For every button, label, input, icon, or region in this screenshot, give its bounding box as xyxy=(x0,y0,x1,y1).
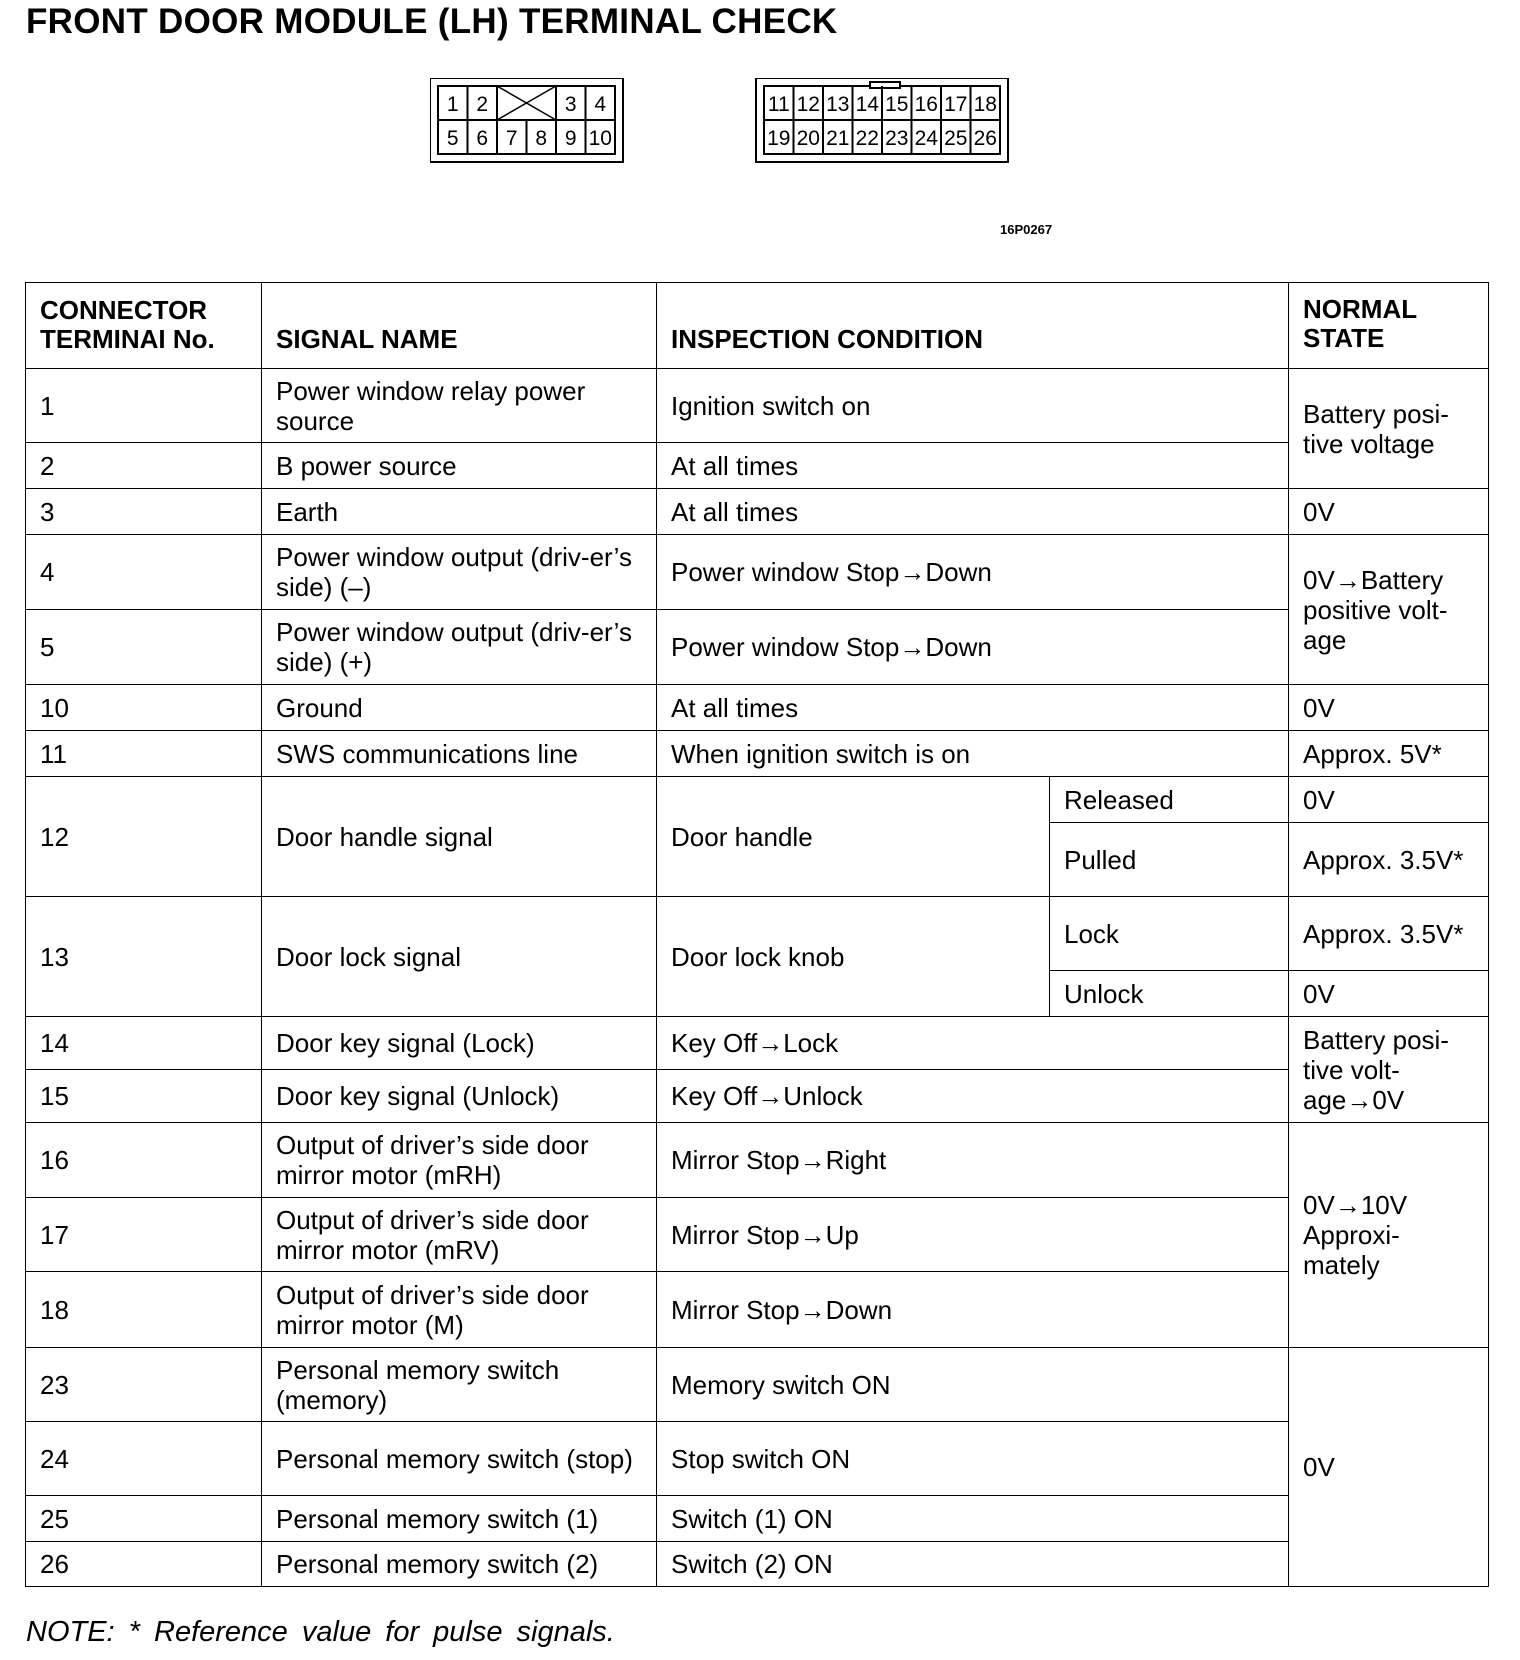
pin-label: 12 xyxy=(796,93,820,116)
terminal-cell: 1 xyxy=(26,369,262,443)
table-row xyxy=(26,443,1489,489)
state-cell: 0V xyxy=(1289,971,1489,1017)
terminal-cell: 13 xyxy=(26,897,262,1017)
pin-label: 17 xyxy=(944,93,968,116)
condition-cell: Stop switch ON xyxy=(657,1422,1289,1496)
condition-cell: Key Off→Lock xyxy=(657,1017,1289,1070)
sub-condition-cell: Released xyxy=(1050,777,1289,823)
header-state: NORMAL STATE xyxy=(1289,283,1489,369)
state-cell: Approx. 3.5V* xyxy=(1289,897,1489,971)
signal-cell: Output of driver’s side door mirror motor (M) xyxy=(262,1272,657,1348)
sub-condition-cell: Lock xyxy=(1050,897,1289,971)
state-cell: 0V xyxy=(1289,489,1489,535)
terminal-cell: 5 xyxy=(26,610,262,685)
pin-label: 1 xyxy=(446,93,459,116)
pin-label: 25 xyxy=(944,127,968,150)
terminal-cell: 16 xyxy=(26,1123,262,1198)
terminal-cell: 15 xyxy=(26,1070,262,1123)
table-row xyxy=(26,685,1489,731)
pin-label: 8 xyxy=(535,127,548,150)
state-cell: 0V→Battery positive volt-age xyxy=(1289,535,1489,685)
condition-cell: Power window Stop→Down xyxy=(657,610,1289,685)
signal-cell: Earth xyxy=(262,489,657,535)
signal-cell: Door lock signal xyxy=(262,897,657,1017)
terminal-cell: 14 xyxy=(26,1017,262,1070)
table-row xyxy=(26,610,1489,685)
signal-cell: Door key signal (Unlock) xyxy=(262,1070,657,1123)
state-cell: Battery posi-tive voltage xyxy=(1289,369,1489,489)
signal-cell: Personal memory switch (1) xyxy=(262,1496,657,1542)
state-cell: Approx. 3.5V* xyxy=(1289,823,1489,897)
terminal-cell: 23 xyxy=(26,1348,262,1422)
table-row xyxy=(26,1123,1489,1198)
terminal-cell: 2 xyxy=(26,443,262,489)
condition-cell: When ignition switch is on xyxy=(657,731,1289,777)
signal-cell: Output of driver’s side door mirror motor (mRH) xyxy=(262,1123,657,1198)
table-row xyxy=(26,1017,1489,1070)
table-header-row xyxy=(26,283,1489,369)
terminal-cell: 24 xyxy=(26,1422,262,1496)
table-row xyxy=(26,1496,1489,1542)
pin-label: 5 xyxy=(446,127,459,150)
pin-label: 19 xyxy=(767,127,791,150)
pin-label: 2 xyxy=(476,93,489,116)
pin-label: 22 xyxy=(855,127,879,150)
terminal-cell: 4 xyxy=(26,535,262,610)
pin-label: 11 xyxy=(767,93,790,116)
signal-cell: Output of driver’s side door mirror motor (mRV) xyxy=(262,1198,657,1272)
condition-cell: Switch (2) ON xyxy=(657,1542,1289,1587)
terminal-cell: 25 xyxy=(26,1496,262,1542)
condition-cell: Mirror Stop→Up xyxy=(657,1198,1289,1272)
pin-label: 9 xyxy=(564,127,577,150)
signal-cell: Personal memory switch (stop) xyxy=(262,1422,657,1496)
state-cell: Battery posi-tive volt-age→0V xyxy=(1289,1017,1489,1123)
table-row xyxy=(26,731,1489,777)
table-row xyxy=(26,1272,1489,1348)
condition-cell: Mirror Stop→Right xyxy=(657,1123,1289,1198)
state-cell: 0V xyxy=(1289,777,1489,823)
signal-cell: Ground xyxy=(262,685,657,731)
condition-cell: Ignition switch on xyxy=(657,369,1289,443)
terminal-cell: 3 xyxy=(26,489,262,535)
table-row xyxy=(26,1070,1489,1123)
table-row xyxy=(26,535,1489,610)
signal-cell: Power window relay power source xyxy=(262,369,657,443)
signal-cell: Power window output (driv-er’s side) (+) xyxy=(262,610,657,685)
pin-label: 20 xyxy=(796,127,820,150)
pin-label: 4 xyxy=(594,93,607,116)
pin-label: 16 xyxy=(914,93,938,116)
terminal-cell: 26 xyxy=(26,1542,262,1587)
condition-cell: Key Off→Unlock xyxy=(657,1070,1289,1123)
state-cell: Approx. 5V* xyxy=(1289,731,1489,777)
table-row xyxy=(26,369,1489,443)
pin-label: 3 xyxy=(564,93,577,116)
signal-cell: B power source xyxy=(262,443,657,489)
terminal-cell: 11 xyxy=(26,731,262,777)
signal-cell: Power window output (driv-er’s side) (–) xyxy=(262,535,657,610)
condition-cell: Door lock knob xyxy=(657,897,1050,1017)
condition-cell: Switch (1) ON xyxy=(657,1496,1289,1542)
condition-cell: At all times xyxy=(657,685,1289,731)
pin-label: 21 xyxy=(826,127,850,150)
sub-condition-cell: Unlock xyxy=(1050,971,1289,1017)
table-row xyxy=(26,1198,1489,1272)
terminal-cell: 12 xyxy=(26,777,262,897)
condition-cell: Power window Stop→Down xyxy=(657,535,1289,610)
terminal-check-table xyxy=(25,282,1489,1587)
signal-cell: Personal memory switch (2) xyxy=(262,1542,657,1587)
figure-id: 16P0267 xyxy=(1000,222,1053,237)
sub-condition-cell: Pulled xyxy=(1050,823,1289,897)
pin-label: 7 xyxy=(505,127,518,150)
table-row xyxy=(26,897,1489,971)
table-row xyxy=(26,1542,1489,1587)
pin-label: 15 xyxy=(885,93,909,116)
condition-cell: Memory switch ON xyxy=(657,1348,1289,1422)
terminal-cell: 10 xyxy=(26,685,262,731)
state-cell: 0V xyxy=(1289,1348,1489,1587)
connector-large xyxy=(756,78,1008,162)
state-cell: 0V xyxy=(1289,685,1489,731)
table-row xyxy=(26,1422,1489,1496)
pin-label: 18 xyxy=(973,93,997,116)
header-condition: INSPECTION CONDITION xyxy=(657,283,1289,369)
signal-cell: Door handle signal xyxy=(262,777,657,897)
pin-label: 10 xyxy=(588,127,612,150)
signal-cell: Personal memory switch (memory) xyxy=(262,1348,657,1422)
signal-cell: SWS communications line xyxy=(262,731,657,777)
connector-diagram xyxy=(430,78,1080,238)
condition-cell: At all times xyxy=(657,489,1289,535)
table-row xyxy=(26,777,1489,823)
page-title: FRONT DOOR MODULE (LH) TERMINAL CHECK xyxy=(26,2,838,41)
terminal-cell: 17 xyxy=(26,1198,262,1272)
pin-label: 14 xyxy=(855,93,879,116)
header-signal: SIGNAL NAME xyxy=(262,283,657,369)
pin-label: 13 xyxy=(826,93,850,116)
pin-label: 26 xyxy=(973,127,997,150)
state-cell: 0V→10V Approxi-mately xyxy=(1289,1123,1489,1348)
pin-label: 24 xyxy=(914,127,938,150)
table-row xyxy=(26,489,1489,535)
header-terminal: CONNECTOR TERMINAI No. xyxy=(26,283,262,369)
condition-cell: Door handle xyxy=(657,777,1050,897)
table-row xyxy=(26,1348,1489,1422)
pin-label: 23 xyxy=(885,127,909,150)
pin-label: 6 xyxy=(476,127,489,150)
footnote: NOTE: * Reference value for pulse signals. xyxy=(26,1616,615,1648)
signal-cell: Door key signal (Lock) xyxy=(262,1017,657,1070)
terminal-cell: 18 xyxy=(26,1272,262,1348)
condition-cell: At all times xyxy=(657,443,1289,489)
condition-cell: Mirror Stop→Down xyxy=(657,1272,1289,1348)
